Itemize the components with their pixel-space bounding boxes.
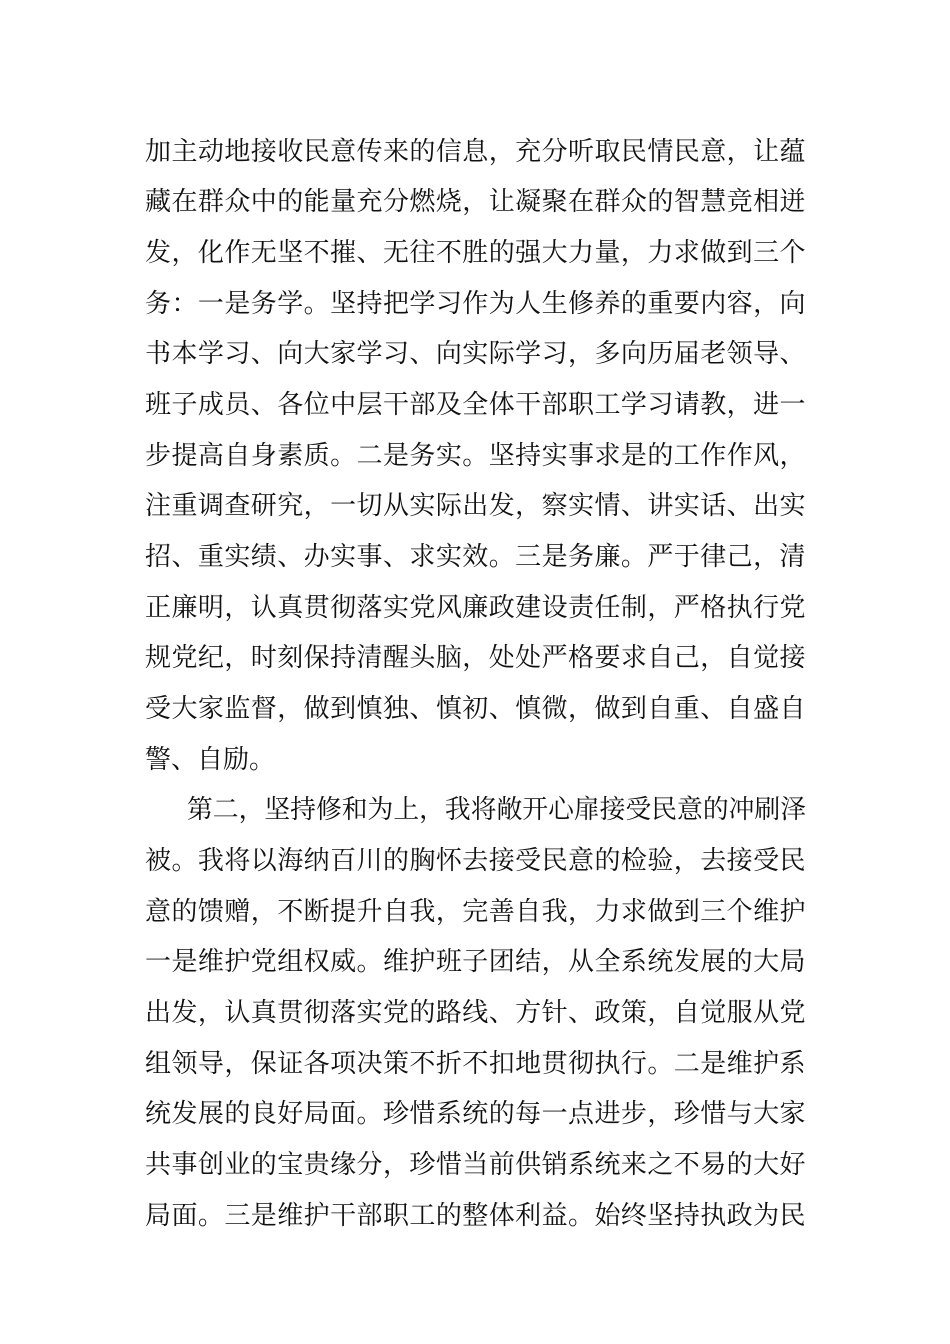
text-line xyxy=(0,227,950,279)
text-line xyxy=(0,480,950,532)
text-line xyxy=(0,835,950,887)
text-line xyxy=(0,987,950,1039)
text-line-content: 步提高自身素质。二是务实。坚持实事求是的工作作风， xyxy=(145,441,806,471)
text-line xyxy=(0,936,950,988)
text-line-content: 意的馈赠，不断提升自我，完善自我，力求做到三个维护 xyxy=(145,897,806,927)
text-line-content: 务：一是务学。坚持把学习作为人生修养的重要内容，向 xyxy=(145,289,806,319)
text-line xyxy=(0,734,950,786)
text-line-content: 共事创业的宝贵缘分，珍惜当前供销系统来之不易的大好 xyxy=(145,1150,806,1180)
text-line-content: 出发，认真贯彻落实党的路线、方针、政策，自觉服从党 xyxy=(145,998,806,1028)
text-line xyxy=(0,126,950,178)
text-line xyxy=(0,379,950,431)
text-line-content: 正廉明，认真贯彻落实党风廉政建设责任制，严格执行党 xyxy=(145,593,806,623)
text-line-content: 藏在群众中的能量充分燃烧，让凝聚在群众的智慧竞相迸 xyxy=(145,187,806,217)
text-line xyxy=(0,784,950,836)
text-line xyxy=(0,632,950,684)
text-line xyxy=(0,1139,950,1191)
text-line-content: 被。我将以海纳百川的胸怀去接受民意的检验，去接受民 xyxy=(145,846,806,876)
text-line xyxy=(0,430,950,482)
text-line xyxy=(0,1088,950,1140)
text-line-content: 一是维护党组权威。维护班子团结，从全系统发展的大局 xyxy=(145,947,806,977)
text-line-content: 发，化作无坚不摧、无往不胜的强大力量，力求做到三个 xyxy=(145,238,806,268)
text-line xyxy=(0,1190,950,1242)
text-line xyxy=(0,1038,950,1090)
text-line-content: 统发展的良好局面。珍惜系统的每一点进步，珍惜与大家 xyxy=(145,1099,806,1129)
text-line-content: 加主动地接收民意传来的信息，充分听取民情民意，让蕴 xyxy=(145,137,806,167)
text-line-content: 规党纪，时刻保持清醒头脑，处处严格要求自己，自觉接 xyxy=(145,643,806,673)
text-line-content: 第二，坚持修和为上，我将敞开心扉接受民意的冲刷泽 xyxy=(187,795,806,825)
text-line xyxy=(0,886,950,938)
text-line-content: 班子成员、各位中层干部及全体干部职工学习请教，进一 xyxy=(145,390,806,420)
text-line-content: 组领导，保证各项决策不折不扣地贯彻执行。二是维护系 xyxy=(145,1049,806,1079)
text-line-content: 受大家监督，做到慎独、慎初、慎微，做到自重、自盛自 xyxy=(145,694,806,724)
text-line-content: 书本学习、向大家学习、向实际学习，多向历届老领导、 xyxy=(145,339,806,369)
text-line xyxy=(0,683,950,735)
text-line-content: 招、重实绩、办实事、求实效。三是务廉。严于律己，清 xyxy=(145,542,806,572)
text-line xyxy=(0,531,950,583)
text-line-content: 注重调查研究，一切从实际出发，察实情、讲实话、出实 xyxy=(145,491,806,521)
text-line-content: 警、自励。 xyxy=(145,745,276,775)
text-line-content: 局面。三是维护干部职工的整体利益。始终坚持执政为民 xyxy=(145,1201,806,1231)
text-line xyxy=(0,582,950,634)
text-line xyxy=(0,278,950,330)
text-line xyxy=(0,176,950,228)
text-line xyxy=(0,328,950,380)
